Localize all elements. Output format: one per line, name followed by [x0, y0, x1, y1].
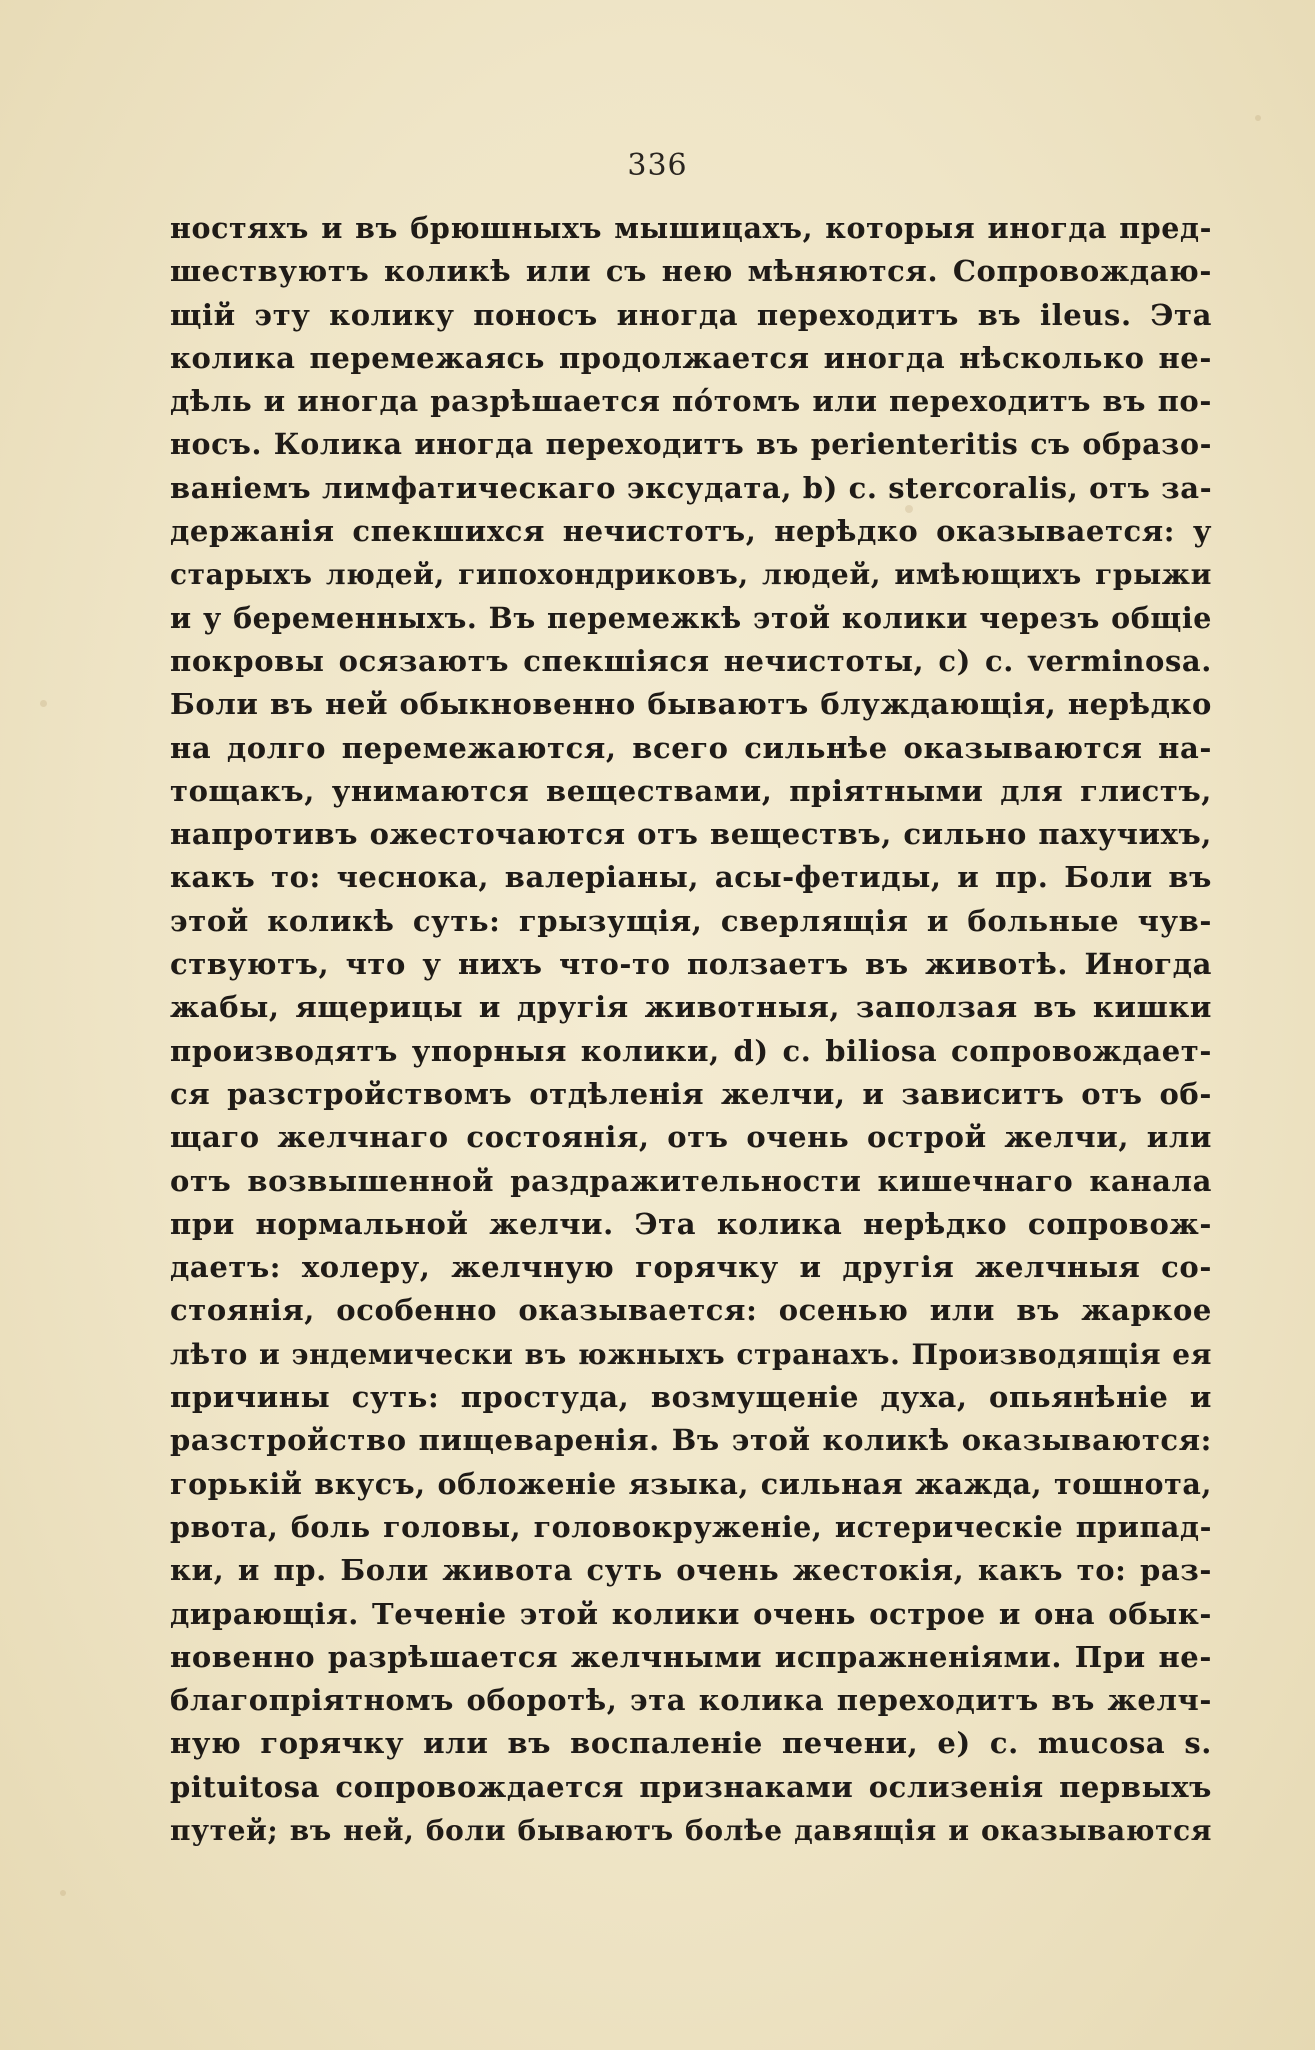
text-line: при нормальной желчи. Эта колика нерѣдко сопровож- [170, 1206, 1212, 1241]
text-line: старыхъ людей, гипохондриковъ, людей, имѣющихъ грыжи [170, 558, 1212, 592]
text-line: ную горячку или въ воспаленіе печени, e) c. mucosa s. [170, 1726, 1212, 1761]
body-text [170, 207, 1212, 1852]
text-line: дирающія. Теченіе этой колики очень острое и она обык- [170, 1596, 1212, 1631]
text-line: рвота, боль головы, головокруженіе, истерическіе припад- [170, 1509, 1212, 1544]
text-line: путей; въ ней, боли бываютъ болѣе давящія и оказываются [170, 1813, 1212, 1847]
text-line: щій эту колику поносъ иногда переходитъ въ ileus. Эта [170, 297, 1212, 332]
text-line: этой коликѣ суть: грызущія, сверлящія и больные чув- [170, 903, 1212, 938]
paper-stain [1255, 115, 1261, 121]
text-line: покровы осязаютъ спекшіяся нечистоты, c) c. verminosa. [170, 643, 1212, 678]
text-line: отъ возвышенной раздражительности кишечнаго канала [170, 1163, 1212, 1198]
text-line: дѣль и иногда разрѣшается пóтомъ или переходитъ въ по- [170, 384, 1212, 419]
paper-stain [40, 700, 47, 707]
text-line: даетъ: холеру, желчную горячку и другія желчныя со- [170, 1250, 1212, 1285]
text-line: Боли въ ней обыкновенно бываютъ блуждающія, нерѣдко [170, 687, 1212, 722]
text-line: какъ то: чеснока, валеріаны, асы-фетиды, и пр. Боли въ [170, 860, 1212, 895]
page-number: 336 [627, 148, 688, 183]
text-line: и у беременныхъ. Въ перемежкѣ этой колики черезъ общіе [170, 600, 1212, 635]
text-line: носъ. Колика иногда переходитъ въ perienteritis съ образо- [170, 427, 1212, 462]
text-line: разстройство пищеваренія. Въ этой коликѣ оказываются: [170, 1423, 1212, 1458]
text-line: ки, и пр. Боли живота суть очень жестокія, какъ то: раз- [170, 1553, 1212, 1588]
text-line: ваніемъ лимфатическаго эксудата, b) c. stercoralis, отъ за- [170, 470, 1212, 505]
text-line: новенно разрѣшается желчными испражненіями. При не- [170, 1639, 1212, 1674]
text-line: напротивъ ожесточаются отъ веществъ, сильно пахучихъ, [170, 817, 1212, 852]
text-line: шествуютъ коликѣ или съ нею мѣняются. Сопровождаю- [170, 254, 1212, 289]
text-line: горькій вкусъ, обложеніе языка, сильная жажда, тошнота, [170, 1466, 1212, 1501]
text-line: тощакъ, унимаются веществами, пріятными для глистъ, [170, 773, 1212, 808]
paper-stain [60, 1890, 66, 1896]
text-line: ся разстройствомъ отдѣленія желчи, и зависитъ отъ об- [170, 1076, 1212, 1111]
text-line: щаго желчнаго состоянія, отъ очень острой желчи, или [170, 1120, 1212, 1155]
text-line: стоянія, особенно оказывается: осенью или въ жаркое [170, 1293, 1212, 1328]
text-line: причины суть: простуда, возмущеніе духа, опьянѣніе и [170, 1380, 1212, 1415]
text-line: производятъ упорныя колики, d) c. biliosa сопровождает- [170, 1033, 1212, 1068]
text-line: держанія спекшихся нечистотъ, нерѣдко оказывается: у [170, 514, 1212, 549]
text-line: ностяхъ и въ брюшныхъ мышицахъ, которыя иногда пред- [170, 211, 1212, 245]
text-line: на долго перемежаются, всего сильнѣе оказываются на- [170, 730, 1212, 765]
text-line: благопріятномъ оборотѣ, эта колика переходитъ въ желч- [170, 1683, 1212, 1718]
text-line: колика перемежаясь продолжается иногда нѣсколько не- [170, 340, 1212, 375]
text-line: pituitosa сопровождается признаками ослизенія первыхъ [170, 1769, 1212, 1804]
text-line: лѣто и эндемически въ южныхъ странахъ. Производящія ея [170, 1337, 1212, 1371]
text-line: ствуютъ, что у нихъ что-то ползаетъ въ животѣ. Иногда [170, 947, 1212, 982]
text-line: жабы, ящерицы и другія животныя, заползая въ кишки [170, 990, 1212, 1025]
